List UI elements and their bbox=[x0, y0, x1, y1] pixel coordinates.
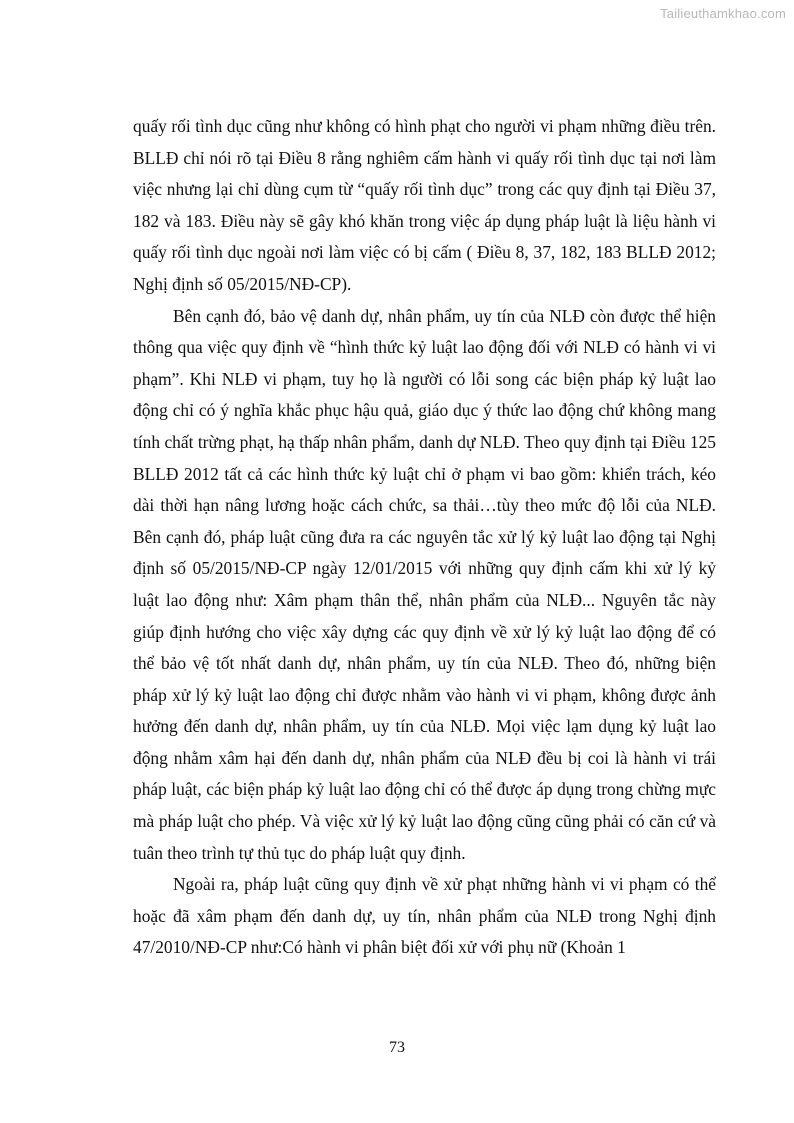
watermark-text: Tailieuthamkhao.com bbox=[660, 6, 786, 21]
page-number: 73 bbox=[389, 1039, 405, 1056]
paragraph-3: Ngoài ra, pháp luật cũng quy định về xử phạt những hành vi vi phạm có thể hoặc đã xâm phạm đến danh dự, uy tín, nhân phẩm của NLĐ trong Nghị định 47/2010/NĐ-CP như:Có hành vi phân biệt đối xử với phụ nữ (Khoản 1 bbox=[133, 874, 716, 958]
paragraph-2: Bên cạnh đó, bảo vệ danh dự, nhân phẩm, uy tín của NLĐ còn được thể hiện thông qua việc quy định về “hình thức kỷ luật lao động đối với NLĐ có hành vi vi phạm”. Khi NLĐ vi phạm, tuy họ là người có lỗi song các biện pháp kỷ luật lao động chỉ có ý nghĩa khắc phục hậu quả, giáo dục ý thức lao động chứ không mang tính chất trừng phạt, hạ thấp nhân phẩm, danh dự NLĐ. Theo quy định tại Điều 125 BLLĐ 2012 tất cả các hình thức kỷ luật chỉ ở phạm vi bao gồm: khiển trách, kéo dài thời hạn nâng lương hoặc cách chức, sa thải…tùy theo mức độ lỗi của NLĐ. Bên cạnh đó, pháp luật cũng đưa ra các nguyên tắc xử lý kỷ luật lao động tại Nghị định số 05/2015/NĐ-CP ngày 12/01/2015 với những quy định cấm khi xử lý kỷ luật lao động như: Xâm phạm thân thể, nhân phẩm của NLĐ... Nguyên tắc này giúp định hướng cho việc xây dựng các quy định về xử lý kỷ luật lao động để có thể bảo vệ tốt nhất danh dự, nhân phẩm, uy tín của NLĐ. Theo đó, những biện pháp xử lý kỷ luật lao động chỉ được nhằm vào hành vi vi phạm, không được ảnh hưởng đến danh dự, nhân phẩm, uy tín của NLĐ. Mọi việc lạm dụng kỷ luật lao động nhằm xâm hại đến danh dự, nhân phẩm của NLĐ đều bị coi là hành vi trái pháp luật, các biện pháp kỷ luật lao động chỉ có thể được áp dụng trong chừng mực mà pháp luật cho phép. Và việc xử lý kỷ luật lao động cũng cũng phải có căn cứ và tuân theo trình tự thủ tục do pháp luật quy định. bbox=[133, 305, 716, 863]
paragraph-1: quấy rối tình dục cũng như không có hình phạt cho người vi phạm những điều trên. BLLĐ chỉ nói rõ tại Điều 8 rằng nghiêm cấm hành vi quấy rối tình dục tại nơi làm việc nhưng lại chỉ dùng cụm từ “quấy rối tình dục” trong các quy định tại Điều 37, 182 và 183. Điều này sẽ gây khó khăn trong việc áp dụng pháp luật là liệu hành vi quấy rối tình dục ngoài nơi làm việc có bị cấm ( Điều 8, 37, 182, 183 BLLĐ 2012; Nghị định số 05/2015/NĐ-CP). bbox=[133, 116, 716, 294]
page-body bbox=[133, 111, 716, 964]
